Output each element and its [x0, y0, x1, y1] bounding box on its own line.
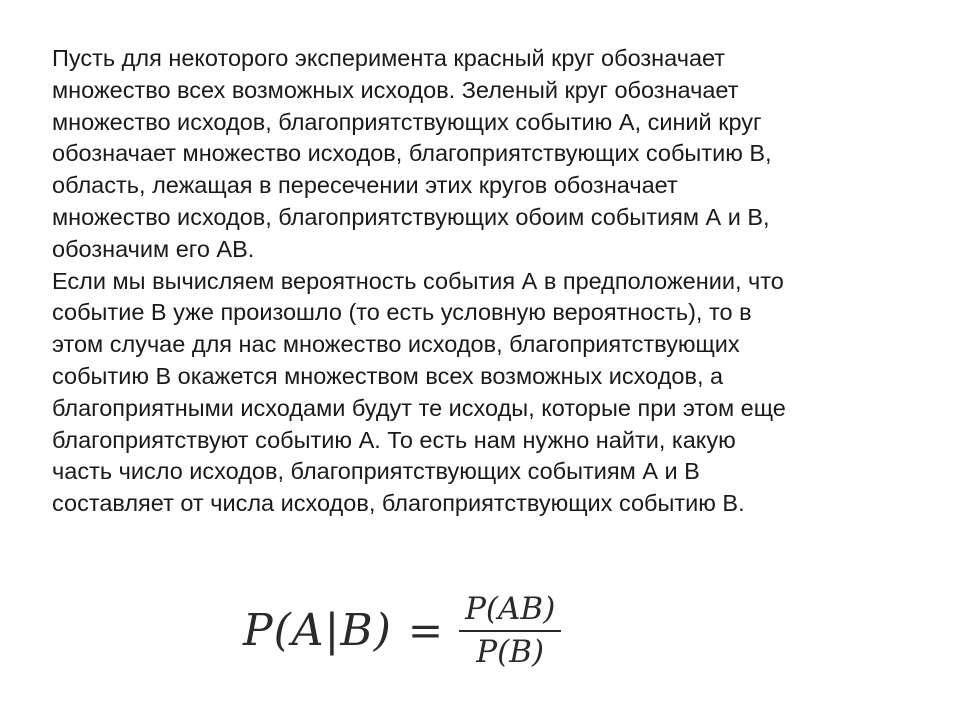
text-line: область, лежащая в пересечении этих кругов обозначает [52, 172, 678, 199]
text-line: Если мы вычисляем вероятность события А в предположении, что [52, 267, 784, 294]
text-line: множество исходов, благоприятствующих событию А, синий круг [52, 108, 762, 135]
text-line: составляет от числа исходов, благоприятствующих событию В. [52, 490, 745, 517]
formula-equals: = [407, 605, 444, 655]
text-line: обозначим его АВ. [52, 235, 255, 262]
text-line: благоприятствуют событию А. То есть нам нужно найти, какую [52, 426, 736, 453]
formula-numerator: P(AB) [465, 590, 556, 627]
formula-lhs: P(A|B) [243, 604, 392, 656]
text-line: Пусть для некоторого эксперимента красный круг обозначает [52, 45, 726, 71]
text-line: событие В уже произошло (то есть условную вероятность), то в [52, 299, 752, 326]
body-text [52, 43, 912, 520]
formula-fraction [459, 591, 561, 670]
text-line: благоприятными исходами будут те исходы, которые при этом еще [52, 394, 786, 421]
formula-denominator: P(B) [476, 633, 545, 670]
text-line: этом случае для нас множество исходов, благоприятствующих [52, 331, 740, 358]
text-line: множество всех возможных исходов. Зеленый круг обозначает [52, 76, 739, 103]
text-line: событию В окажется множеством всех возможных исходов, а [52, 362, 724, 389]
text-line: множество исходов, благоприятствующих обоим событиям А и В, [52, 203, 770, 230]
conditional-probability-formula [243, 585, 561, 675]
text-line: обозначает множество исходов, благоприятствующих событию В, [52, 140, 772, 167]
text-line: часть число исходов, благоприятствующих событиям А и В [52, 458, 700, 485]
